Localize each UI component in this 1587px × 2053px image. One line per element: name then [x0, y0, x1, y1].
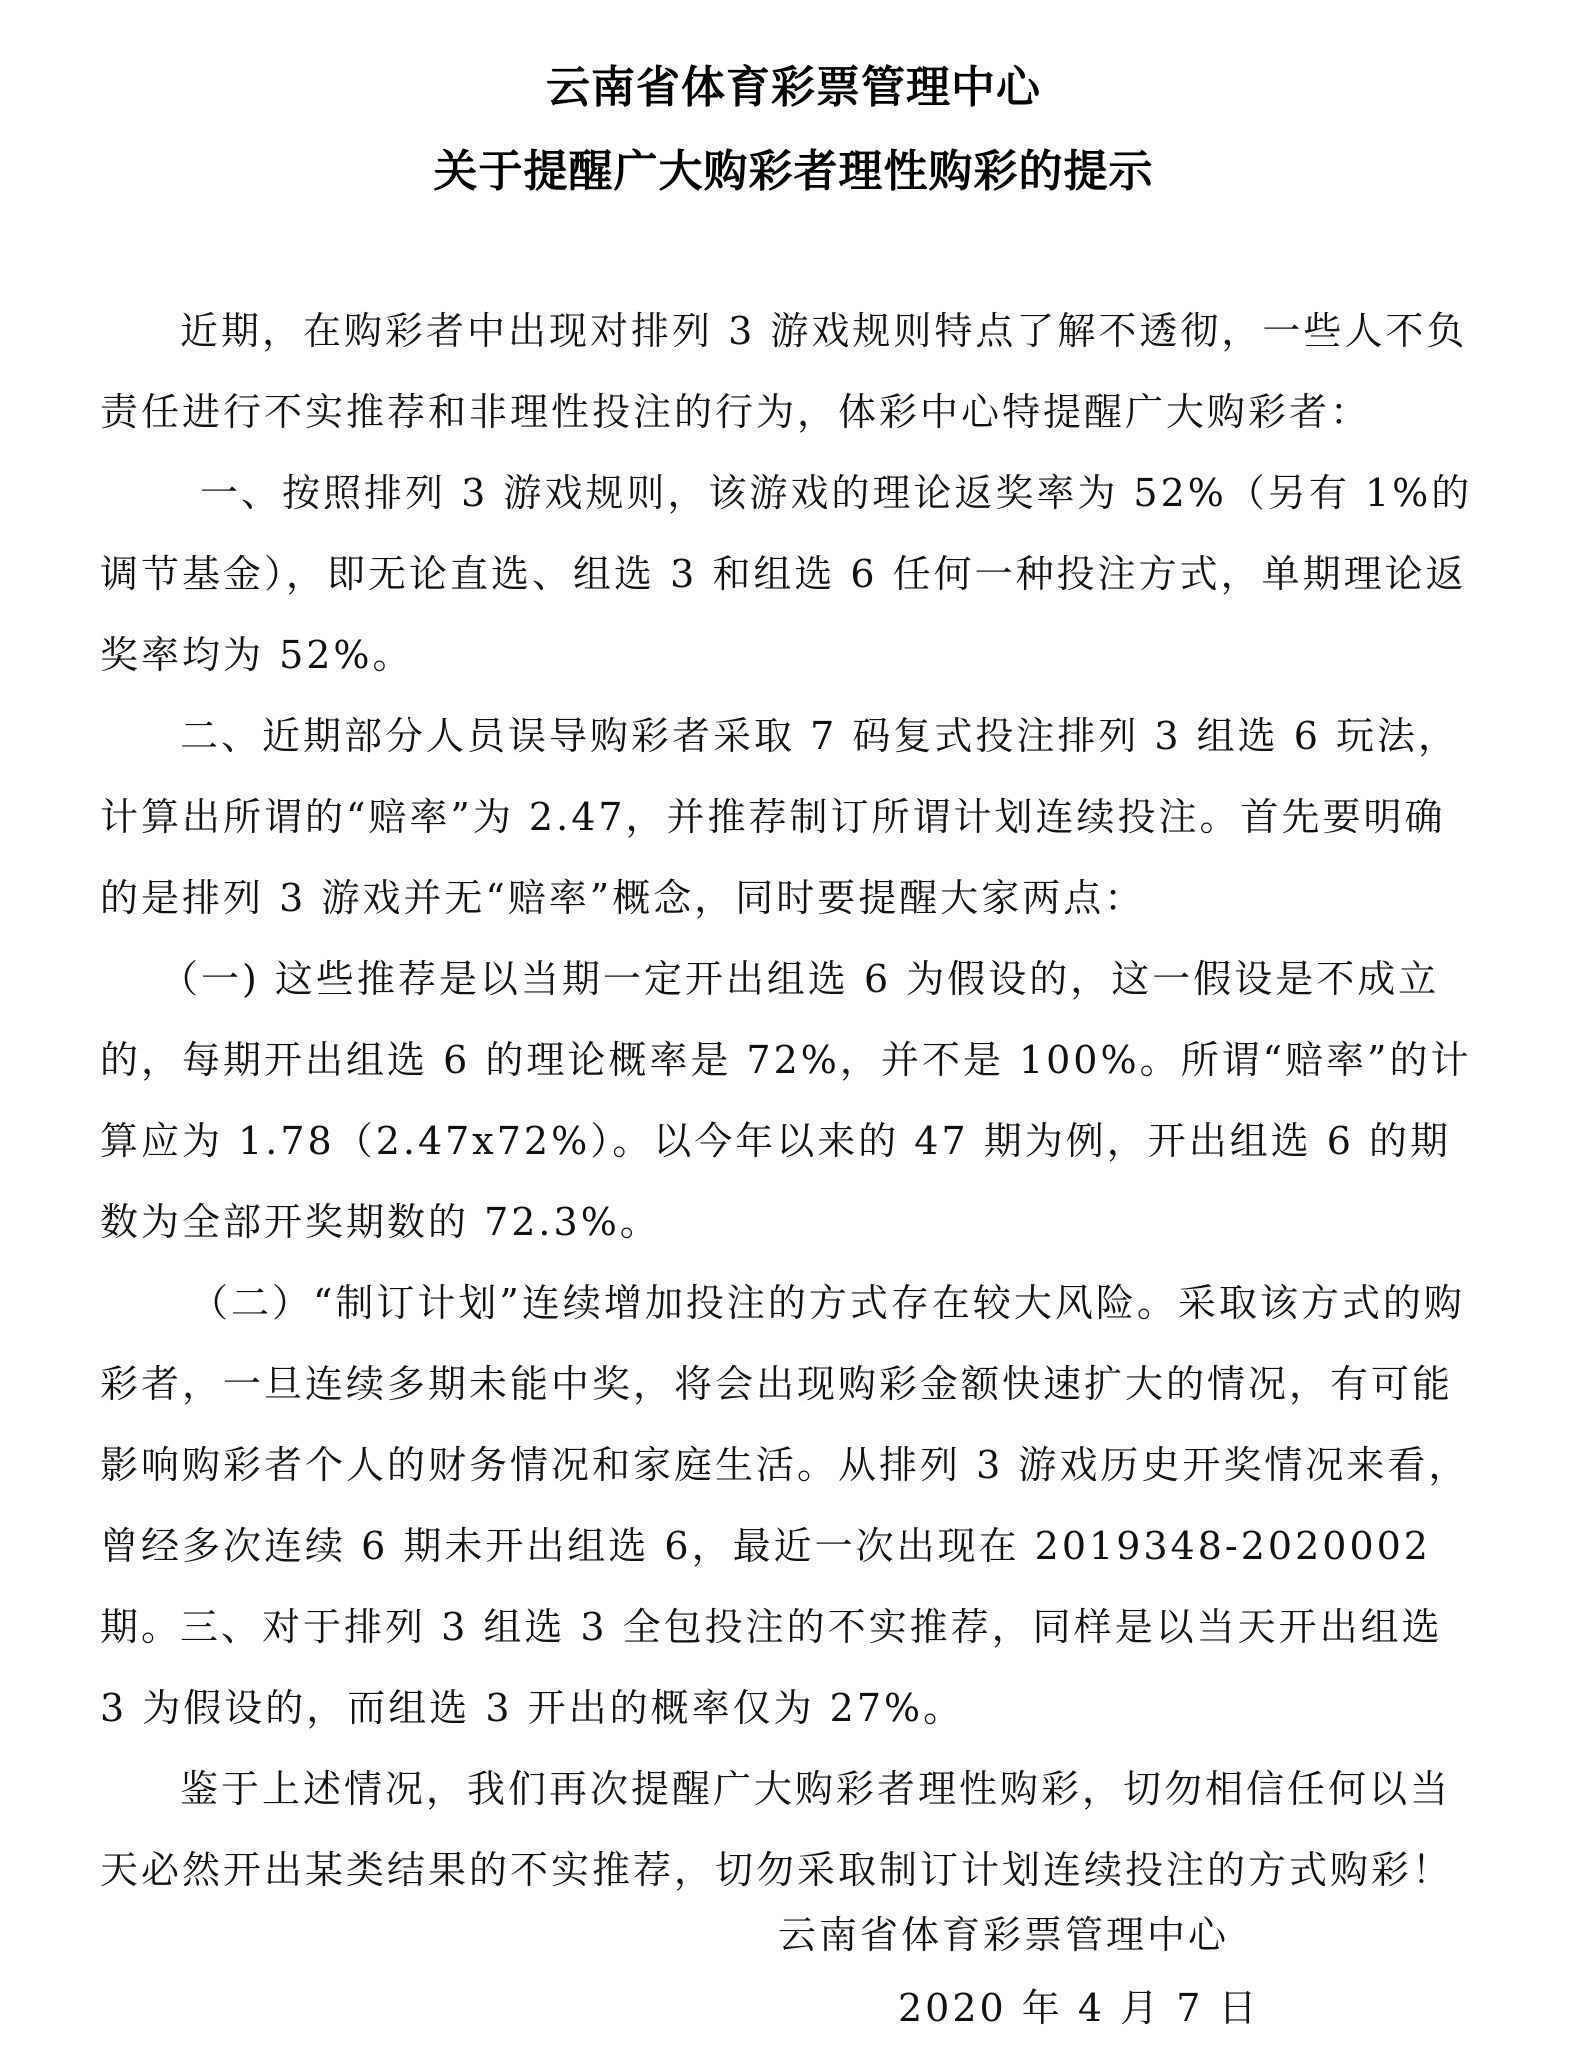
paragraph-subpoint-one: （一) 这些推荐是以当期一定开出组选 6 为假设的，这一假设是不成立的，每期开出组选 6 的理论概率是 72%，并不是 100%。所谓“赔率”的计算应为 1.78（2.47x72%）。以今年以来的 47 期为例，开出组选 6 的期数为全部开奖期数的 72.3%。	[100, 957, 1472, 1244]
paragraph-intro: 近期，在购彩者中出现对排列 3 游戏规则特点了解不透彻，一些人不负责任进行不实推荐和非理性投注的行为，体彩中心特提醒广大购彩者：	[100, 309, 1468, 434]
paragraph-point-three: 三、对于排列 3 组选 3 全包投注的不实推荐，同样是以当天开出组选 3 为假设的，而组选 3 开出的概率仅为 27%。	[100, 1605, 1443, 1730]
document-title-line2: 关于提醒广大购彩者理性购彩的提示	[433, 146, 1154, 197]
paragraph-conclusion: 鉴于上述情况，我们再次提醒广大购彩者理性购彩，切勿相信任何以当天必然开出某类结果的不实推荐，切勿采取制订计划连续投注的方式购彩！	[100, 1767, 1454, 1892]
paragraph-point-two: 二、近期部分人员误导购彩者采取 7 码复式投注排列 3 组选 6 玩法，计算出所谓的“赔率”为 2.47，并推荐制订所谓计划连续投注。首先要明确的是排列 3 游戏并无“赔率”概念，同时要提醒大家两点：	[100, 714, 1460, 920]
paragraph-subpoint-two: （二）“制订计划”连续增加投注的方式存在较大风险。采取该方式的购彩者，一旦连续多期未能中奖，将会出现购彩金额快速扩大的情况，有可能影响购彩者个人的财务情况和家庭生活。从排列 3 游戏历史开奖情况来看，曾经多次连续 6 期未开出组选 6，最近一次出现在 2019348-2020002 期。	[100, 1281, 1470, 1649]
signature-date: 2020 年 4 月 7 日	[898, 1986, 1260, 2030]
document-title-line1: 云南省体育彩票管理中心	[546, 62, 1041, 113]
paragraph-point-one: 一、按照排列 3 游戏规则，该游戏的理论返奖率为 52%（另有 1%的调节基金），即无论直选、组选 3 和组选 6 任何一种投注方式，单期理论返奖率均为 52%。	[100, 471, 1473, 677]
signature-organization: 云南省体育彩票管理中心	[778, 1913, 1230, 1957]
